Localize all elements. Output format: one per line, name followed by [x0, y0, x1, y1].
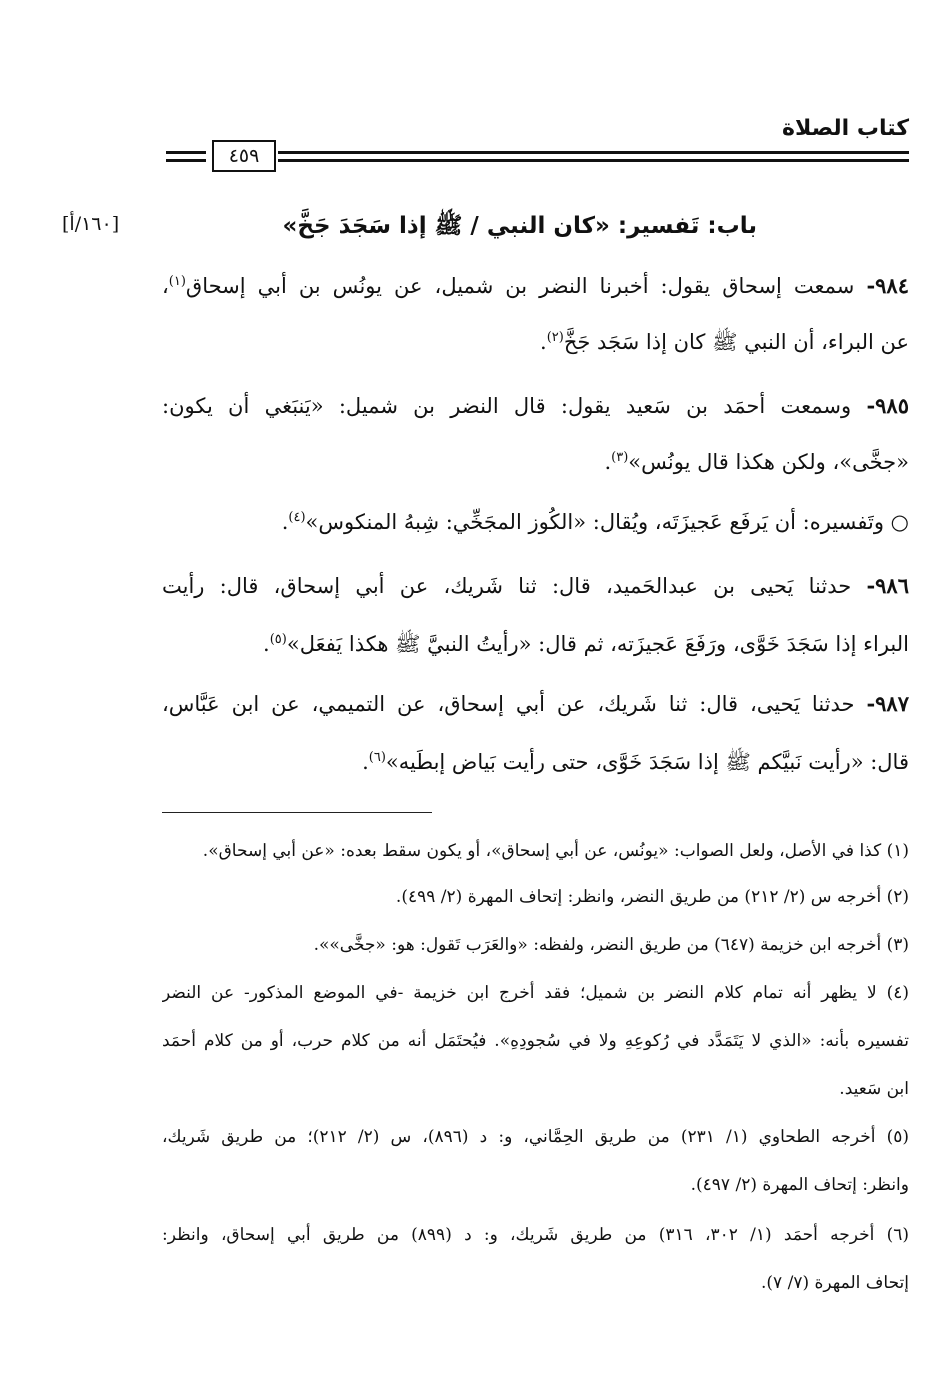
hadith-987-line-1	[162, 684, 909, 724]
footnote-2: (٢) أخرجه س (٢/ ٢١٢) من طريق النضر، وانظر: إتحاف المهرة (٢/ ٤٩٩).	[395, 887, 909, 907]
footnote-separator	[162, 812, 432, 813]
hadith-number: ٩٨٧-	[866, 691, 909, 716]
footnote-4-line-3: ابن سَعيد.	[839, 1079, 909, 1099]
header-double-rule	[166, 150, 909, 164]
hadith-text: حدثنا يَحيى بن عبدالحَميد، قال: ثنا شَريك، عن أبي إسحاق، قال: رأيت	[162, 574, 852, 598]
chapter-heading: باب: تَفسير: «كان النبي / ﷺ إذا سَجَدَ جَخَّ»	[282, 213, 757, 239]
footnote-ref: (٢)	[546, 330, 564, 345]
hadith-text: البراء إذا سَجَدَ خَوَّى، ورَفَعَ عَجيزَته، ثم قال: «رأيتُ النبيَّ ﷺ هكذا يَفعَل»	[286, 632, 909, 656]
hadith-text: قال: «رأيت نَبيَّكم ﷺ إذا سَجَدَ خَوَّى، حتى رأيت بَياض إبطَيه»	[385, 750, 909, 774]
page-number-box: ٤٥٩	[212, 140, 276, 172]
footnote-4-line-1: (٤) لا يظهر أنه تمام كلام النضر بن شميل؛ فقد أخرج ابن خزيمة -في الموضع المذكور- عن النضر	[162, 983, 909, 1003]
footnote-ref: (٦)	[368, 750, 386, 765]
footnote-5-line-1: (٥) أخرجه الطحاوي (١/ ٢٣١) من طريق الحِمَّاني، و: د (٨٩٦)، س (٢/ ٢١٢)؛ من طريق شَريك،	[162, 1127, 909, 1147]
hadith-text: وسمعت أحمَد بن سَعيد يقول: قال النضر بن شميل: «يَنبَغي أن يكون:	[162, 394, 852, 418]
punctuation: .	[540, 330, 547, 354]
hadith-text: «جخَّى»، ولكن هكذا قال يونُس»	[628, 450, 909, 474]
hadith-986-line-2	[162, 624, 909, 664]
hadith-number: ٩٨٥-	[866, 393, 909, 418]
footnote-ref: (٣)	[611, 450, 629, 465]
hadith-987-line-2	[162, 742, 909, 782]
circle-marker-icon: ○	[890, 510, 909, 534]
footnote-ref: (١)	[168, 274, 186, 289]
hadith-number: ٩٨٦-	[866, 573, 909, 598]
footnote-3: (٣) أخرجه ابن خزيمة (٦٤٧) من طريق النضر، ولفظه: «والعَرَب تَقول: هو: «جخَّى»».	[313, 935, 909, 955]
hadith-text: عن البراء، أن النبي ﷺ كان إذا سَجَد جَخَّ	[563, 330, 909, 354]
note-text: وتَفسيره: أن يَرفَع عَجيزَتَه، ويُقال: «الكُوز المجَخِّي: شِبهُ المنكوس»	[305, 510, 884, 534]
header-rule-left	[166, 150, 206, 164]
hadith-985-line-2	[162, 442, 909, 482]
punctuation: .	[281, 510, 289, 534]
tafsir-note-line	[162, 502, 909, 542]
punctuation: .	[362, 750, 369, 774]
footnote-6-line-1: (٦) أخرجه أحمَد (١/ ٣٠٢، ٣١٦) من طريق شَريك، و: د (٨٩٩) من طريق أبي إسحاق، وانظر:	[162, 1225, 909, 1245]
manuscript-folio-reference: [١٦٠/أ]	[62, 213, 120, 235]
running-header-title: كتاب الصلاة	[782, 116, 909, 141]
hadith-number: ٩٨٤-	[866, 273, 909, 298]
footnote-4-line-2: تفسيره بأنه: «الذي لا يَتَمَدَّد في رُكوعِهِ ولا في سُجودِهِ». فيُحتَمَل أنه من كلام حرب، أو من كلام أحمَد	[162, 1031, 909, 1051]
hadith-985-line-1	[162, 386, 909, 426]
footnote-5-line-2: وانظر: إتحاف المهرة (٢/ ٤٩٧).	[690, 1175, 909, 1195]
hadith-984-line-2	[162, 322, 909, 362]
footnote-1: (١) كذا في الأصل، ولعل الصواب: «يونُس، عن أبي إسحاق»، أو يكون سقط بعده: «عن أبي إسحاق».	[202, 841, 909, 861]
header-rule-right	[278, 150, 909, 164]
punctuation: .	[263, 632, 270, 656]
hadith-986-line-1	[162, 566, 909, 606]
footnote-6-line-2: إتحاف المهرة (٧/ ٧).	[761, 1273, 909, 1293]
footnote-ref: (٤)	[288, 510, 306, 525]
footnote-ref: (٥)	[269, 632, 287, 647]
punctuation: .	[604, 450, 612, 474]
hadith-text: سمعت إسحاق يقول: أخبرنا النضر بن شميل، عن يونُس بن أبي إسحاق	[185, 274, 855, 298]
hadith-text: حدثنا يَحيى، قال: ثنا شَريك، عن أبي إسحاق، عن التميمي، عن ابن عَبَّاس،	[162, 692, 855, 716]
punctuation: ،	[162, 274, 169, 298]
hadith-984-line-1	[162, 266, 909, 306]
